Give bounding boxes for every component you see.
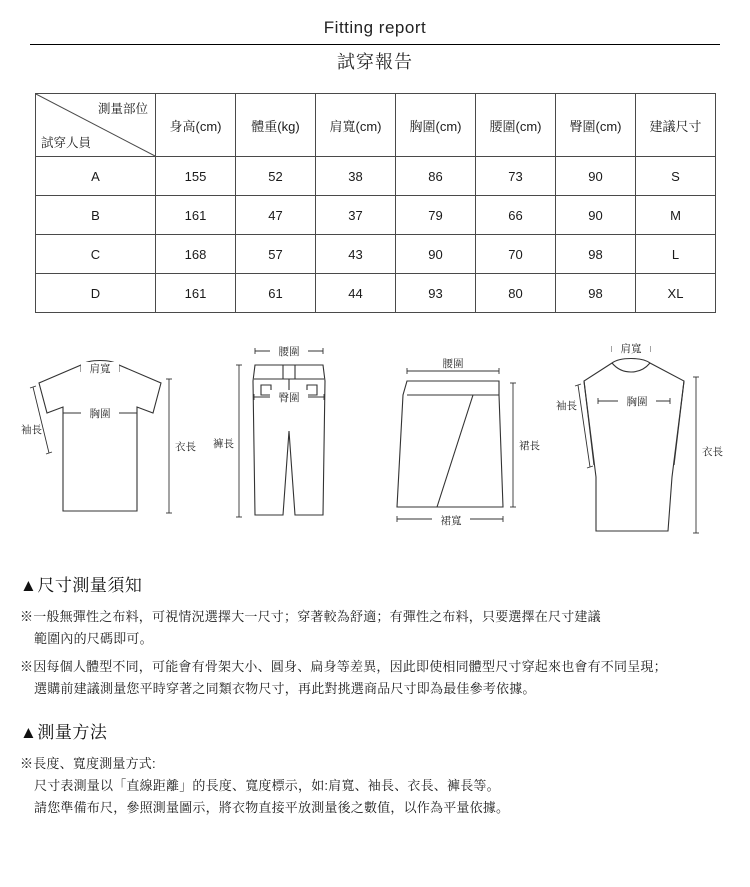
measurement-diagrams bbox=[19, 335, 731, 555]
col-header-hip: 臀圍(cm) bbox=[556, 94, 636, 157]
cell-weight: 47 bbox=[236, 196, 316, 235]
cell-shoulder: 38 bbox=[316, 157, 396, 196]
note-block-2 bbox=[20, 656, 730, 700]
row-person: D bbox=[36, 274, 156, 313]
note-block-1 bbox=[20, 606, 730, 650]
note-block-3 bbox=[20, 753, 730, 819]
cell-hip: 98 bbox=[556, 274, 636, 313]
note-line: ※一般無彈性之布料，可視情況選擇大一尺寸；穿著較為舒適；有彈性之布料，只要選擇在尺寸建議 bbox=[20, 609, 601, 624]
cell-waist: 66 bbox=[476, 196, 556, 235]
row-person: C bbox=[36, 235, 156, 274]
note-line: 範圍內的尺碼即可。 bbox=[34, 631, 153, 646]
top-garment-icon bbox=[19, 335, 199, 555]
label-pants-waist: 腰圍 bbox=[278, 346, 300, 358]
figure-top bbox=[19, 335, 199, 555]
cell-size: L bbox=[636, 235, 716, 274]
cell-weight: 57 bbox=[236, 235, 316, 274]
label-skirt-length: 裙長 bbox=[519, 440, 540, 452]
figure-pants bbox=[213, 335, 363, 555]
col-header-suggested-size: 建議尺寸 bbox=[636, 94, 716, 157]
figure-skirt bbox=[377, 335, 542, 555]
report-header bbox=[0, 0, 750, 75]
table-row bbox=[36, 157, 716, 196]
cell-hip: 98 bbox=[556, 235, 636, 274]
label-shoulder: 肩寬 bbox=[89, 363, 111, 375]
col-header-height: 身高(cm) bbox=[156, 94, 236, 157]
note-line: 尺寸表測量以「直線距離」的長度、寬度標示，如:肩寬、袖長、衣長、褲長等。 bbox=[34, 778, 500, 793]
notes-section bbox=[20, 571, 730, 819]
notes-title-measurement: ▲尺寸測量須知 bbox=[20, 576, 143, 595]
label-dress-length: 衣長 bbox=[702, 446, 723, 458]
cell-bust: 90 bbox=[396, 235, 476, 274]
col-header-weight: 體重(kg) bbox=[236, 94, 316, 157]
label-bust: 胸圍 bbox=[89, 408, 111, 420]
corner-label-person: 試穿人員 bbox=[41, 136, 92, 150]
cell-weight: 61 bbox=[236, 274, 316, 313]
cell-waist: 70 bbox=[476, 235, 556, 274]
label-pants-hip: 臀圍 bbox=[278, 392, 300, 404]
cell-size: XL bbox=[636, 274, 716, 313]
note-line: 請您準備布尺，參照測量圖示，將衣物直接平放測量後之數值，以作為平量依據。 bbox=[34, 800, 510, 815]
cell-size: S bbox=[636, 157, 716, 196]
notes-spacer bbox=[20, 706, 730, 718]
cell-weight: 52 bbox=[236, 157, 316, 196]
cell-shoulder: 37 bbox=[316, 196, 396, 235]
skirt-garment-icon bbox=[377, 335, 542, 555]
table-row bbox=[36, 235, 716, 274]
cell-bust: 86 bbox=[396, 157, 476, 196]
col-header-bust: 胸圍(cm) bbox=[396, 94, 476, 157]
label-pants-length: 褲長 bbox=[213, 438, 234, 450]
cell-hip: 90 bbox=[556, 196, 636, 235]
cell-shoulder: 44 bbox=[316, 274, 396, 313]
label-dress-shoulder: 肩寬 bbox=[620, 343, 642, 355]
label-skirt-width: 裙寬 bbox=[440, 515, 462, 527]
note-line: ※因每個人體型不同，可能會有骨架大小、圓身、扁身等差異，因此即使相同體型尺寸穿起來也會有不同呈現； bbox=[20, 659, 667, 674]
cell-size: M bbox=[636, 196, 716, 235]
cell-bust: 93 bbox=[396, 274, 476, 313]
cell-shoulder: 43 bbox=[316, 235, 396, 274]
label-dress-bust: 胸圍 bbox=[626, 396, 648, 408]
table-corner-cell bbox=[36, 94, 156, 157]
note-line: ※長度、寬度測量方式: bbox=[20, 756, 156, 771]
cell-height: 155 bbox=[156, 157, 236, 196]
cell-waist: 80 bbox=[476, 274, 556, 313]
col-header-shoulder: 肩寬(cm) bbox=[316, 94, 396, 157]
corner-label-measure: 測量部位 bbox=[97, 102, 148, 116]
cell-bust: 79 bbox=[396, 196, 476, 235]
label-sleeve: 袖長 bbox=[21, 424, 42, 436]
figure-dress bbox=[556, 335, 731, 555]
cell-height: 161 bbox=[156, 274, 236, 313]
report-title-en: Fitting report bbox=[323, 18, 427, 37]
label-skirt-waist: 腰圍 bbox=[442, 358, 464, 370]
cell-height: 168 bbox=[156, 235, 236, 274]
notes-title-method: ▲測量方法 bbox=[20, 723, 108, 742]
row-person: B bbox=[36, 196, 156, 235]
col-header-waist: 腰圍(cm) bbox=[476, 94, 556, 157]
table-row bbox=[36, 196, 716, 235]
cell-hip: 90 bbox=[556, 157, 636, 196]
cell-height: 161 bbox=[156, 196, 236, 235]
table-header-row bbox=[36, 94, 716, 157]
fitting-table-wrap bbox=[35, 93, 715, 313]
cell-waist: 73 bbox=[476, 157, 556, 196]
label-dress-sleeve: 袖長 bbox=[556, 400, 577, 412]
pants-garment-icon bbox=[213, 335, 363, 555]
header-divider bbox=[30, 44, 720, 45]
report-title-zh: 試穿報告 bbox=[337, 52, 413, 72]
row-person: A bbox=[36, 157, 156, 196]
label-length: 衣長 bbox=[175, 441, 196, 453]
fitting-table bbox=[35, 93, 716, 313]
table-row bbox=[36, 274, 716, 313]
dress-garment-icon bbox=[556, 335, 731, 555]
note-line: 選購前建議測量您平時穿著之同類衣物尺寸，再此對挑選商品尺寸即為最佳參考依據。 bbox=[34, 681, 536, 696]
